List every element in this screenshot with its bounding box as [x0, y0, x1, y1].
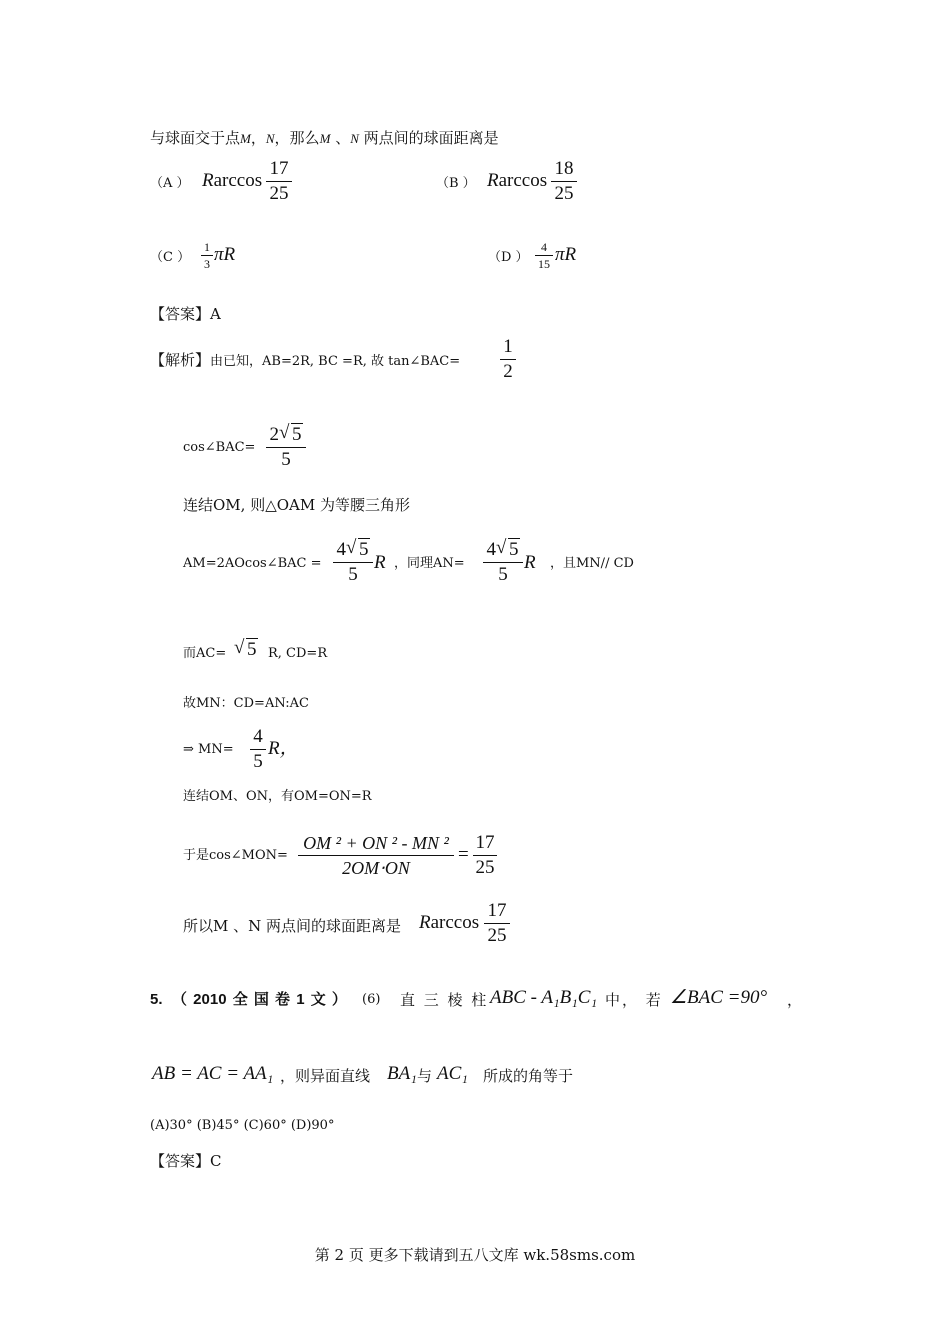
numerator: 18 [554, 158, 574, 179]
spherical-distance-expr [419, 913, 479, 933]
spherical-distance-fraction [484, 900, 510, 947]
numerator: 1 [503, 336, 513, 357]
ac-sqrt [234, 637, 258, 660]
option-c-label: （C ） [150, 250, 191, 265]
radicand: 5 [247, 639, 257, 660]
answer-value: C [210, 1152, 222, 1170]
sqrt-symbol: √ 5 [234, 637, 257, 660]
function-name: arccos [498, 170, 548, 191]
analysis-line-3: 连结OM, 则△OAM 为等腰三角形 [183, 496, 410, 514]
option-d-tail: πR [555, 244, 577, 265]
answer-label: 【答案】 [150, 1152, 211, 1170]
option-a-expr [202, 171, 262, 191]
denominator: 5 [253, 751, 263, 772]
intro-line [150, 128, 499, 149]
numerator: 17 [475, 832, 495, 853]
coefficient: 2 [269, 424, 279, 445]
spherical-distance-text: 所以M 、N 两点间的球面距离是 [183, 917, 402, 935]
q5-source: （ 2010 全 国 卷 1 文 ） [172, 991, 347, 1008]
q5-text5: 所成的角等于 [483, 1067, 574, 1085]
denominator: 2OM⋅ON [342, 858, 410, 878]
q5-choices: (A)30° (B)45° (C)60° (D)90° [150, 1118, 335, 1133]
numerator: 1 [204, 240, 210, 254]
cos-mon-result [473, 832, 497, 879]
radius: R [524, 552, 536, 573]
radicand: 5 [292, 424, 302, 445]
q5-ac1: AC₁ [437, 1063, 468, 1084]
sep: 、 [335, 129, 351, 147]
q5-angle: ∠BAC =90° [670, 987, 768, 1008]
cos-mon-text: 于是cos∠MON= [183, 848, 288, 863]
radius: R [374, 552, 386, 573]
mn-implies-text: ⇒ MN= [183, 742, 234, 757]
an-text: ，同理AN= [394, 556, 465, 571]
an-fraction [483, 539, 523, 586]
answer-1 [150, 304, 221, 324]
analysis-label: 【解析】 [150, 351, 211, 369]
cos-bac-text: cos∠BAC= [183, 440, 256, 455]
denominator: 2 [503, 361, 513, 382]
q5-ba1: BA₁ [387, 1063, 417, 1084]
option-b-fraction [551, 158, 577, 205]
denominator: 25 [487, 925, 507, 946]
denominator: 5 [498, 564, 508, 585]
mn-result: R， [268, 738, 299, 759]
point-n: N [265, 131, 275, 146]
numerator: 4 [253, 726, 263, 747]
analysis-line-8: 连结OM、ON，有OM=ON=R [183, 789, 372, 804]
q5-text4: 与 [417, 1067, 433, 1085]
sqrt-symbol: √ 5 [496, 537, 519, 560]
radius: R [487, 170, 499, 191]
option-a-label: （A ） [150, 176, 190, 191]
function-name: arccos [430, 912, 480, 933]
answer-2 [150, 1151, 222, 1171]
radicand: 5 [509, 539, 519, 560]
denominator: 5 [281, 449, 291, 470]
intro-text: 与球面交于点 [150, 129, 241, 147]
mn-fraction [250, 726, 266, 773]
coefficient: 4 [486, 539, 496, 560]
radicand: 5 [359, 539, 369, 560]
cd-text: R, CD=R [268, 646, 328, 661]
option-d-label: （D ） [488, 250, 529, 265]
function-name: arccos [213, 170, 263, 191]
q5-prism: ABC - A₁B₁C₁ [490, 987, 598, 1008]
page-footer: 第 2 页 更多下载请到五八文库 wk.58sms.com [314, 1246, 636, 1264]
ac-text: 而AC= [183, 646, 227, 661]
analysis-line-1 [150, 350, 460, 372]
point-m: M [319, 131, 331, 146]
point-n: N [350, 131, 359, 146]
option-c-tail: πR [214, 244, 236, 265]
point-m: M [240, 131, 251, 146]
denominator: 25 [269, 183, 289, 204]
option-b-label: （B ） [436, 176, 476, 191]
numerator: 4 [541, 240, 547, 254]
option-b-expr [487, 171, 547, 191]
intro-text: 两点间的球面距离是 [363, 129, 499, 147]
am-text: AM=2AOcos∠BAC = [183, 556, 322, 571]
mn-cd-text: ，且MN// CD [550, 556, 634, 571]
denominator: 3 [204, 257, 210, 271]
radius: R [419, 912, 431, 933]
radius: R [202, 170, 214, 191]
q5-number: 5. [150, 991, 163, 1008]
numerator: OM ² + ON ² - MN ² [303, 833, 449, 853]
q5-comma: ， [787, 991, 803, 1009]
sep: ， [250, 129, 266, 147]
sqrt-symbol: √ 5 [346, 537, 369, 560]
am-fraction [333, 539, 373, 586]
q5-text2: 中， 若 [605, 991, 663, 1009]
cos-bac-fraction [266, 424, 306, 471]
q5-text1: 直 三 棱 柱 [400, 991, 489, 1009]
denominator: 25 [554, 183, 574, 204]
option-c-fraction [201, 240, 213, 271]
answer-label: 【答案】 [150, 305, 211, 323]
answer-value: A [210, 305, 221, 323]
option-a-fraction [266, 158, 292, 205]
analysis-text: 由已知，AB=2R, BC =R, 故 tan∠BAC= [210, 354, 461, 369]
cos-mon-fraction [298, 832, 454, 879]
intro-text: ，那么 [274, 129, 320, 147]
option-d-fraction [535, 240, 553, 271]
denominator: 5 [348, 564, 358, 585]
numerator: 17 [487, 900, 507, 921]
denominator: 25 [475, 857, 495, 878]
q5-index: (6) [362, 992, 381, 1007]
coefficient: 4 [336, 539, 346, 560]
q5-condition: AB = AC = AA₁ [152, 1063, 274, 1084]
equals-sign: = [458, 844, 469, 865]
sqrt-symbol: √ 5 [279, 422, 302, 445]
denominator: 15 [538, 257, 550, 271]
tan-fraction [500, 336, 516, 383]
analysis-line-6: 故MN：CD=AN:AC [183, 696, 309, 711]
q5-text3: ，则异面直线 [280, 1067, 371, 1085]
numerator: 17 [269, 158, 289, 179]
